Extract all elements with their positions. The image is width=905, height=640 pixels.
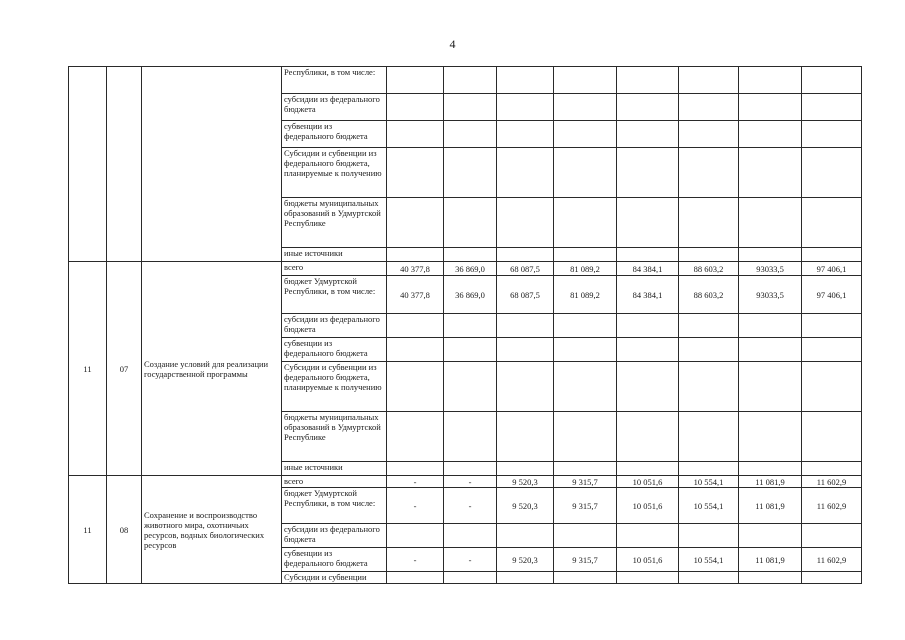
value-cell: 40 377,8 (387, 276, 444, 314)
value-cell (554, 94, 617, 121)
value-cell (739, 362, 802, 412)
value-cell (679, 121, 739, 148)
funding-source-cell: иные источники (282, 462, 387, 476)
value-cell: 84 384,1 (617, 276, 679, 314)
funding-source-cell: бюджеты муниципальных образований в Удмуртской Республике (282, 198, 387, 248)
value-cell: 11 602,9 (802, 488, 862, 524)
funding-source-cell: бюджеты муниципальных образований в Удмуртской Республике (282, 412, 387, 462)
value-cell (444, 524, 497, 548)
value-cell (387, 338, 444, 362)
value-cell: 36 869,0 (444, 262, 497, 276)
value-cell (679, 362, 739, 412)
value-cell (802, 314, 862, 338)
value-cell: 11 602,9 (802, 548, 862, 572)
value-cell: - (387, 488, 444, 524)
budget-table (68, 66, 862, 584)
value-cell (617, 572, 679, 584)
code-pp-cell: 07 (107, 262, 142, 476)
value-cell (617, 94, 679, 121)
value-cell (444, 121, 497, 148)
funding-source-cell: всего (282, 476, 387, 488)
value-cell (387, 462, 444, 476)
value-cell (679, 412, 739, 462)
value-cell (444, 572, 497, 584)
value-cell (802, 248, 862, 262)
value-cell: 9 520,3 (497, 548, 554, 572)
value-cell (497, 121, 554, 148)
value-cell (444, 67, 497, 94)
value-cell (617, 121, 679, 148)
value-cell (554, 121, 617, 148)
value-cell (554, 524, 617, 548)
value-cell: 40 377,8 (387, 262, 444, 276)
value-cell: 11 081,9 (739, 476, 802, 488)
funding-source-cell: бюджет Удмуртской Республики, в том числе: (282, 276, 387, 314)
value-cell (387, 121, 444, 148)
value-cell: 9 315,7 (554, 548, 617, 572)
value-cell (802, 462, 862, 476)
value-cell (497, 67, 554, 94)
funding-source-cell: Субсидии и субвенции из федерального бюджета, планируемые к получению (282, 148, 387, 198)
program-name-cell: Создание условий для реализации государственной программы (142, 262, 282, 476)
value-cell (554, 198, 617, 248)
funding-source-cell: Субсидии и субвенции из федерального бюджета, планируемые к получению (282, 362, 387, 412)
value-cell (444, 148, 497, 198)
value-cell: 11 081,9 (739, 548, 802, 572)
value-cell (554, 462, 617, 476)
value-cell (554, 248, 617, 262)
value-cell (679, 94, 739, 121)
value-cell (802, 338, 862, 362)
value-cell (739, 248, 802, 262)
value-cell (739, 198, 802, 248)
value-cell (444, 462, 497, 476)
code-gp-cell (69, 67, 107, 262)
code-gp-cell: 11 (69, 476, 107, 584)
value-cell (739, 412, 802, 462)
value-cell: 88 603,2 (679, 262, 739, 276)
value-cell (679, 338, 739, 362)
program-name-cell: Сохранение и воспроизводство животного мира, охотничьих ресурсов, водных биологических ресурсов (142, 476, 282, 584)
value-cell (679, 198, 739, 248)
value-cell (679, 248, 739, 262)
funding-source-cell: Субсидии и субвенции (282, 572, 387, 584)
value-cell (554, 412, 617, 462)
value-cell (387, 198, 444, 248)
funding-source-cell: субсидии из федерального бюджета (282, 94, 387, 121)
value-cell (497, 94, 554, 121)
value-cell (617, 412, 679, 462)
value-cell (497, 462, 554, 476)
value-cell (739, 338, 802, 362)
funding-source-cell: всего (282, 262, 387, 276)
value-cell: 97 406,1 (802, 262, 862, 276)
value-cell: - (444, 548, 497, 572)
value-cell (739, 121, 802, 148)
value-cell (739, 572, 802, 584)
value-cell (444, 338, 497, 362)
value-cell (387, 362, 444, 412)
value-cell (739, 94, 802, 121)
value-cell (802, 572, 862, 584)
value-cell: 10 051,6 (617, 548, 679, 572)
funding-source-cell: субвенции из федерального бюджета (282, 121, 387, 148)
value-cell: 84 384,1 (617, 262, 679, 276)
value-cell: 9 520,3 (497, 476, 554, 488)
value-cell (802, 148, 862, 198)
value-cell: - (444, 488, 497, 524)
value-cell (387, 572, 444, 584)
funding-source-cell: бюджет Удмуртской Республики, в том числе: (282, 488, 387, 524)
value-cell: - (387, 476, 444, 488)
value-cell (739, 524, 802, 548)
value-cell: 10 051,6 (617, 488, 679, 524)
value-cell: 81 089,2 (554, 276, 617, 314)
value-cell (679, 314, 739, 338)
value-cell (387, 314, 444, 338)
table-row (69, 262, 862, 276)
value-cell (802, 94, 862, 121)
value-cell: 10 554,1 (679, 476, 739, 488)
table-row (69, 476, 862, 488)
value-cell (554, 148, 617, 198)
value-cell (497, 338, 554, 362)
value-cell (387, 94, 444, 121)
value-cell (802, 412, 862, 462)
value-cell (802, 524, 862, 548)
value-cell (497, 362, 554, 412)
value-cell (387, 412, 444, 462)
value-cell (497, 248, 554, 262)
value-cell: 9 315,7 (554, 476, 617, 488)
value-cell (739, 67, 802, 94)
funding-source-cell: Республики, в том числе: (282, 67, 387, 94)
value-cell (617, 248, 679, 262)
funding-source-cell: субсидии из федерального бюджета (282, 314, 387, 338)
value-cell: - (387, 548, 444, 572)
page-number: 4 (449, 37, 456, 51)
value-cell (387, 67, 444, 94)
value-cell (554, 67, 617, 94)
value-cell (444, 248, 497, 262)
funding-source-cell: иные источники (282, 248, 387, 262)
value-cell (387, 148, 444, 198)
value-cell: 68 087,5 (497, 276, 554, 314)
value-cell (497, 412, 554, 462)
value-cell (617, 462, 679, 476)
value-cell: 10 554,1 (679, 548, 739, 572)
value-cell (554, 572, 617, 584)
code-pp-cell (107, 67, 142, 262)
code-gp-cell: 11 (69, 262, 107, 476)
value-cell: 9 520,3 (497, 488, 554, 524)
value-cell (679, 148, 739, 198)
value-cell (554, 362, 617, 412)
value-cell: - (444, 476, 497, 488)
value-cell (679, 572, 739, 584)
funding-source-cell: субвенции из федерального бюджета (282, 548, 387, 572)
value-cell (497, 198, 554, 248)
value-cell (554, 338, 617, 362)
value-cell (444, 198, 497, 248)
funding-source-cell: субсидии из федерального бюджета (282, 524, 387, 548)
value-cell (617, 314, 679, 338)
value-cell (802, 67, 862, 94)
value-cell: 68 087,5 (497, 262, 554, 276)
value-cell: 93033,5 (739, 262, 802, 276)
value-cell: 10 051,6 (617, 476, 679, 488)
value-cell (444, 412, 497, 462)
value-cell: 11 602,9 (802, 476, 862, 488)
value-cell (497, 314, 554, 338)
value-cell (802, 121, 862, 148)
value-cell (497, 572, 554, 584)
value-cell: 81 089,2 (554, 262, 617, 276)
program-name-cell (142, 67, 282, 262)
value-cell (387, 248, 444, 262)
value-cell: 88 603,2 (679, 276, 739, 314)
value-cell (739, 148, 802, 198)
value-cell: 10 554,1 (679, 488, 739, 524)
value-cell: 9 315,7 (554, 488, 617, 524)
value-cell (679, 462, 739, 476)
code-pp-cell: 08 (107, 476, 142, 584)
value-cell (617, 198, 679, 248)
value-cell (497, 148, 554, 198)
value-cell: 11 081,9 (739, 488, 802, 524)
table-row (69, 67, 862, 94)
value-cell (679, 524, 739, 548)
value-cell (679, 67, 739, 94)
value-cell: 97 406,1 (802, 276, 862, 314)
value-cell (617, 148, 679, 198)
value-cell (617, 524, 679, 548)
value-cell (387, 524, 444, 548)
value-cell (444, 362, 497, 412)
value-cell (497, 524, 554, 548)
funding-source-cell: субвенции из федерального бюджета (282, 338, 387, 362)
value-cell (739, 314, 802, 338)
value-cell (444, 94, 497, 121)
value-cell (554, 314, 617, 338)
value-cell (444, 314, 497, 338)
value-cell (739, 462, 802, 476)
value-cell (617, 67, 679, 94)
value-cell: 93033,5 (739, 276, 802, 314)
value-cell (617, 338, 679, 362)
value-cell (802, 362, 862, 412)
value-cell (617, 362, 679, 412)
value-cell (802, 198, 862, 248)
value-cell: 36 869,0 (444, 276, 497, 314)
